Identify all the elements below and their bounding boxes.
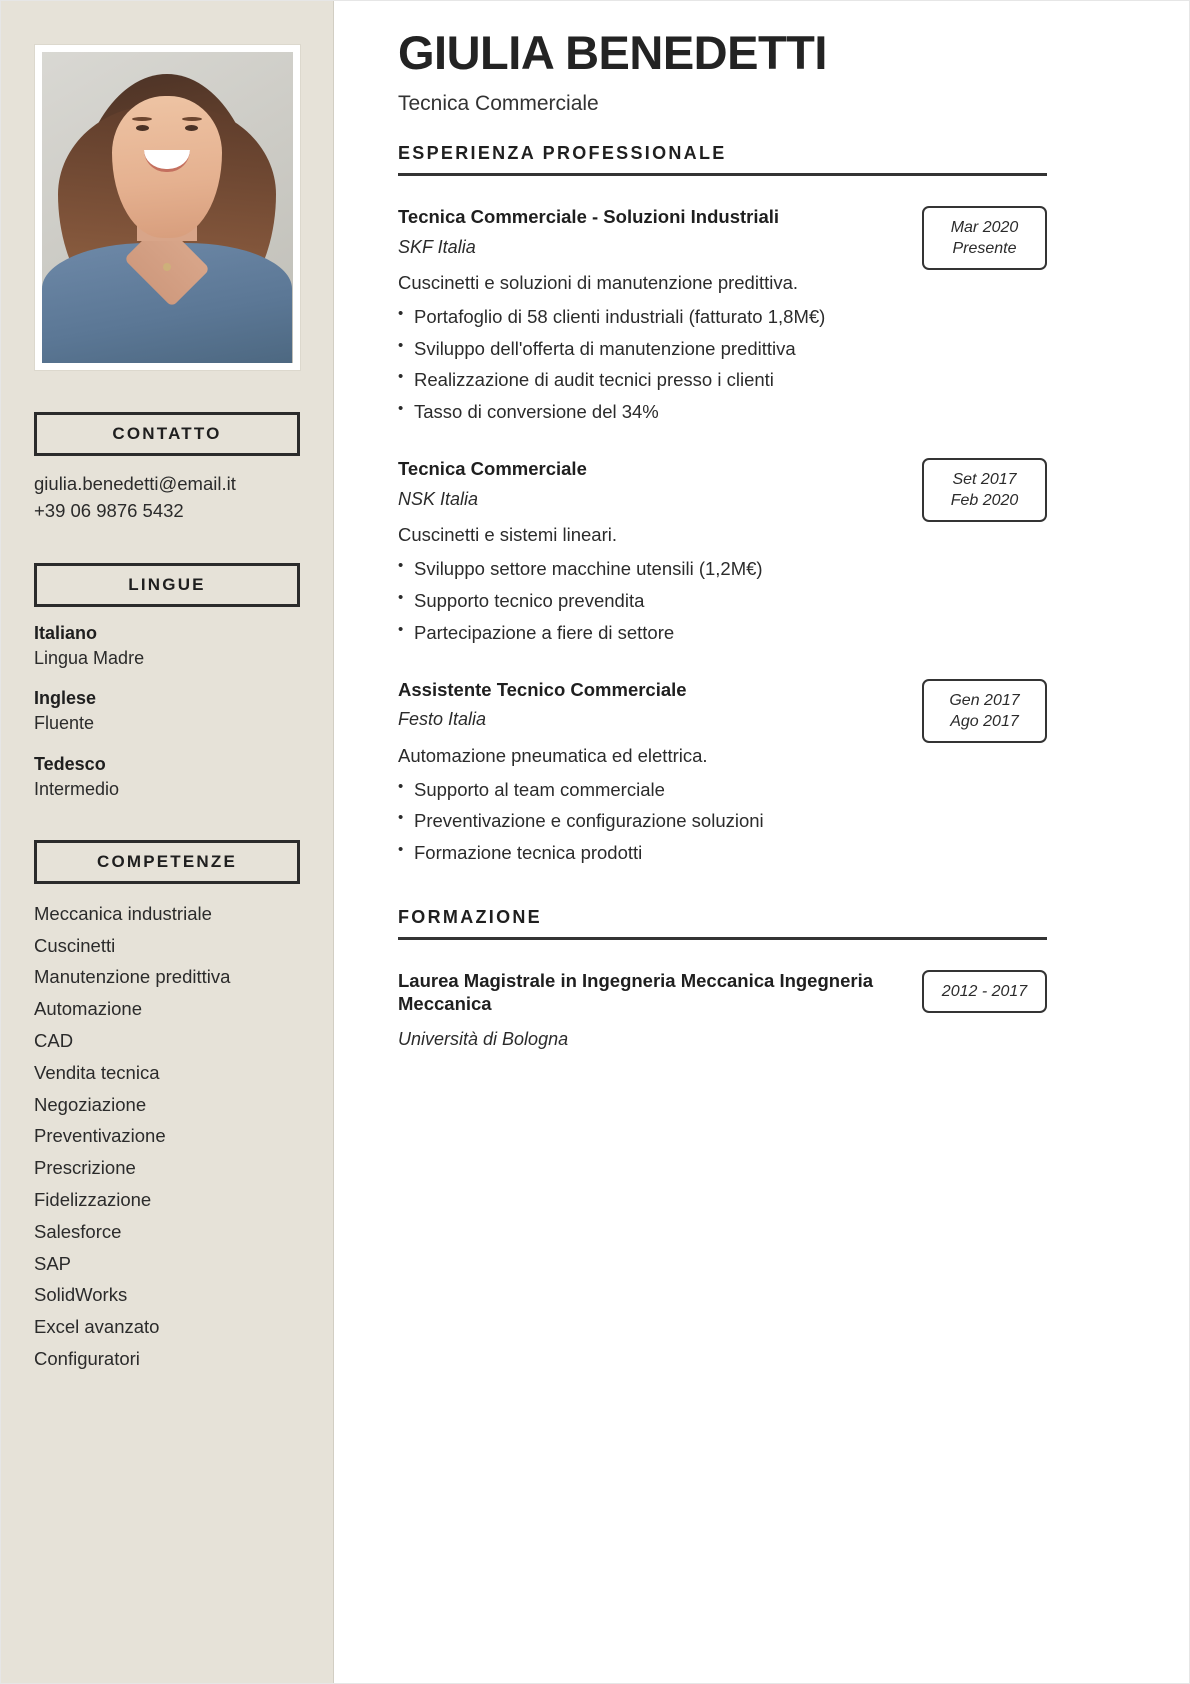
skills-section	[34, 840, 300, 1375]
entry-bullet: • Supporto al team commerciale	[398, 774, 1047, 806]
skill-item: Excel avanzato	[34, 1316, 160, 1338]
entry-date-box	[922, 970, 1047, 1013]
entry-header	[398, 458, 1047, 522]
entry-date-range: 2012 - 2017	[941, 983, 1028, 1001]
entry-header-text	[398, 679, 910, 739]
skill-item: Fidelizzazione	[34, 1189, 152, 1211]
skill-item: SolidWorks	[34, 1284, 128, 1306]
entry-bullet-list	[398, 553, 1047, 648]
entry-date-end: Ago 2017	[950, 712, 1019, 730]
entry-header	[398, 206, 1047, 270]
entry-bullet-list	[398, 301, 1047, 428]
entry-bullet: • Portafoglio di 58 clienti industriali (fatturato 1,8M€)	[398, 301, 1047, 333]
entry-job-title: Assistente Tecnico Commerciale	[398, 678, 687, 700]
skill-item: Salesforce	[34, 1220, 122, 1242]
contact-email[interactable]: giulia.benedetti@email.it	[34, 473, 236, 494]
entry-header-text	[398, 970, 910, 1028]
entry-bullet: • Sviluppo settore macchine utensili (1,2M€)	[398, 553, 1047, 585]
entry-header-text	[398, 458, 910, 518]
entry-degree-title: Laurea Magistrale in Ingegneria Meccanica Ingegneria Meccanica	[398, 970, 873, 1015]
entry-description: Cuscinetti e sistemi lineari.	[398, 524, 617, 546]
entry-bullet: • Preventivazione e configurazione soluzioni	[398, 805, 1047, 837]
language-item	[34, 752, 300, 802]
entry-date-end: Presente	[952, 239, 1017, 257]
entry-date-box	[922, 206, 1047, 270]
language-level: Lingua Madre	[34, 647, 145, 668]
photo-pendant	[163, 263, 171, 271]
skill-item: Automazione	[34, 998, 142, 1020]
entry-bullet: • Realizzazione di audit tecnici presso i clienti	[398, 364, 1047, 396]
entry-job-title: Tecnica Commerciale - Soluzioni Industriali	[398, 205, 780, 227]
experience-section	[398, 143, 1047, 869]
entry-bullet-list	[398, 774, 1047, 869]
education-heading: FORMAZIONE	[398, 907, 1047, 940]
entry-date-box	[922, 679, 1047, 743]
language-name: Italiano	[34, 622, 98, 643]
skill-item: CAD	[34, 1029, 74, 1051]
entry-bullet: • Partecipazione a fiere di settore	[398, 617, 1047, 649]
entry-company: NSK Italia	[398, 488, 479, 509]
main-content	[334, 1, 1190, 1683]
entry-bullet: • Formazione tecnica prodotti	[398, 837, 1047, 869]
skill-item: Meccanica industriale	[34, 902, 212, 924]
skill-item: Manutenzione predittiva	[34, 966, 231, 988]
contact-section	[34, 412, 300, 525]
language-name: Inglese	[34, 688, 97, 709]
entry-date-start: Gen 2017	[949, 691, 1020, 709]
education-entry	[398, 970, 1047, 1051]
entry-date-start: Mar 2020	[950, 218, 1019, 236]
contact-phone[interactable]: +39 06 9876 5432	[34, 500, 184, 522]
entry-bullet: • Sviluppo dell'offerta di manutenzione predittiva	[398, 333, 1047, 365]
skill-item: Vendita tecnica	[34, 1061, 160, 1083]
skill-item: Configuratori	[34, 1348, 140, 1370]
job-role-subtitle: Tecnica Commerciale	[398, 91, 599, 115]
skill-item: Preventivazione	[34, 1125, 166, 1147]
sidebar	[1, 1, 334, 1683]
entry-header	[398, 679, 1047, 743]
entry-institution: Università di Bologna	[398, 1028, 569, 1049]
skill-item: Prescrizione	[34, 1157, 136, 1179]
entry-bullet: • Supporto tecnico prevendita	[398, 585, 1047, 617]
contact-heading: CONTATTO	[34, 412, 300, 456]
entry-description: Automazione pneumatica ed elettrica.	[398, 744, 708, 766]
experience-entry	[398, 679, 1047, 870]
entry-date-box	[922, 458, 1047, 522]
profile-photo	[42, 52, 293, 363]
entry-date-end: Feb 2020	[950, 492, 1019, 510]
entry-bullet: • Tasso di conversione del 34%	[398, 396, 1047, 428]
skill-item: Cuscinetti	[34, 934, 116, 956]
language-name: Tedesco	[34, 754, 106, 775]
profile-photo-frame	[35, 45, 300, 370]
education-section	[398, 907, 1047, 1051]
entry-company: Festo Italia	[398, 709, 487, 730]
skill-item: SAP	[34, 1252, 72, 1274]
entry-date-start: Set 2017	[952, 470, 1017, 488]
page-title: GIULIA BENEDETTI	[398, 26, 827, 79]
experience-heading: ESPERIENZA PROFESSIONALE	[398, 143, 1047, 176]
entry-job-title: Tecnica Commerciale	[398, 457, 587, 479]
language-level: Fluente	[34, 713, 95, 734]
skills-heading: COMPETENZE	[34, 840, 300, 884]
languages-heading: LINGUE	[34, 563, 300, 607]
entry-company: SKF Italia	[398, 236, 476, 257]
languages-section	[34, 563, 300, 802]
language-item	[34, 621, 300, 671]
experience-entry	[398, 206, 1047, 428]
language-item	[34, 686, 300, 736]
skill-item: Negoziazione	[34, 1093, 147, 1115]
entry-description: Cuscinetti e soluzioni di manutenzione predittiva.	[398, 271, 799, 293]
entry-header	[398, 970, 1047, 1028]
entry-header-text	[398, 206, 910, 266]
experience-entry	[398, 458, 1047, 649]
language-level: Intermedio	[34, 778, 120, 799]
